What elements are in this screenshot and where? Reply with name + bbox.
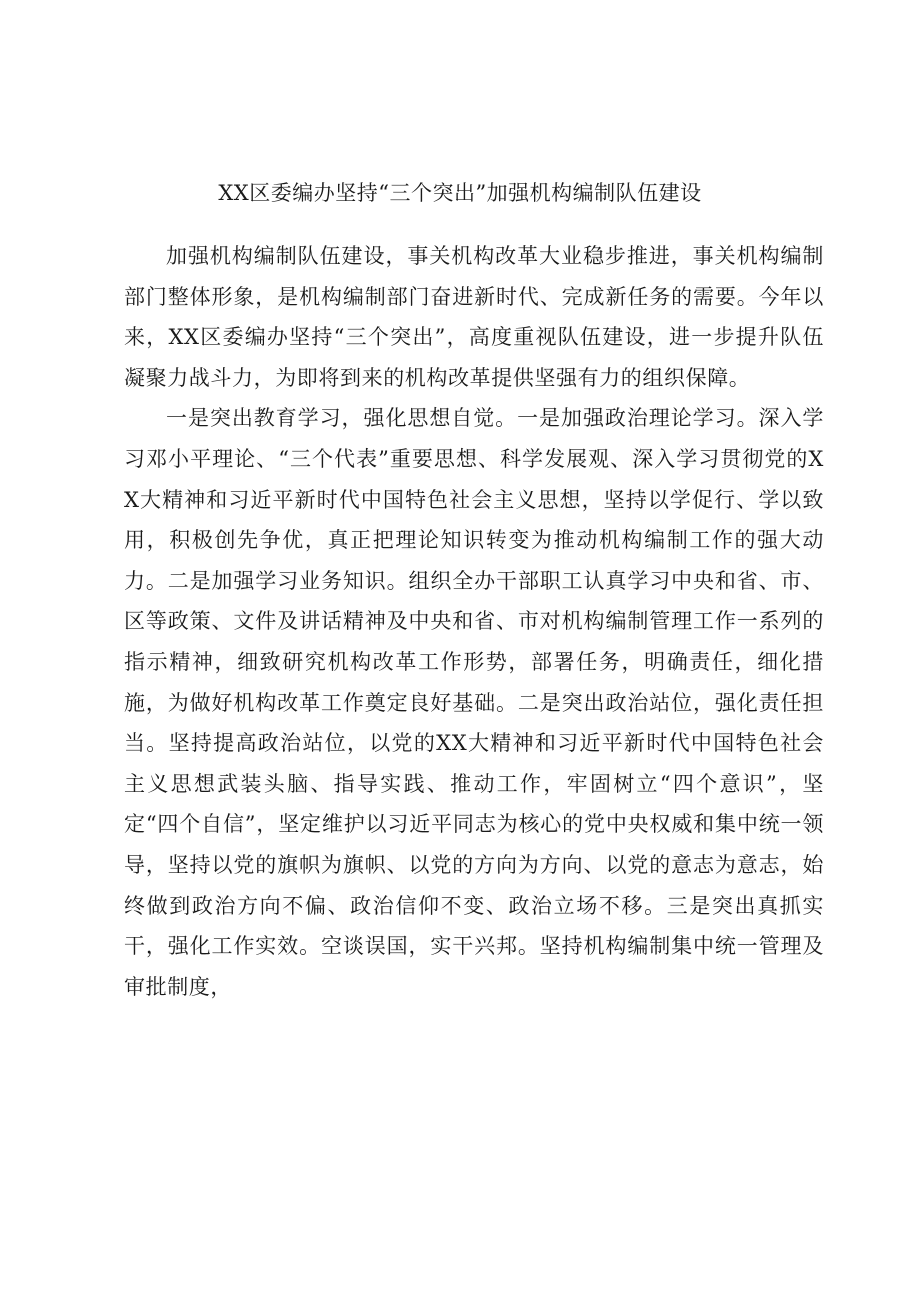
document-title: XX区委编办坚持“三个突出”加强机构编制队伍建设 — [218, 181, 702, 205]
paragraph-three-highlights: 一是突出教育学习，强化思想自觉。一是加强政治理论学习。深入学习邓小平理论、“三个代表”重要思想、科学发展观、深入学习贯彻党的XX大精神和习近平新时代中国特色社会主义思想，坚持以学促行、学以致用，积极创先争优，真正把理论知识转变为推动机构编制工作的强大动力。二是加强学习业务知识。组织全办干部职工认真学习中央和省、市、区等政策、文件及讲话精神及中央和省、市对机构编制管理工作一系列的指示精神，细致研究机构改革工作形势，部署任务，明确责任，细化措施，为做好机构改革工作奠定良好基础。二是突出政治站位，强化责任担当。坚持提高政治站位，以党的XX大精神和习近平新时代中国特色社会主义思想武装头脑、指导实践、推动工作，牢固树立“四个意识”，坚定“四个自信”，坚定维护以习近平同志为核心的党中央权威和集中统一领导，坚持以党的旗帜为旗帜、以党的方向为方向、以党的意志为意志，始终做到政治方向不偏、政治信仰不变、政治立场不移。三是突出真抓实干，强化工作实效。空谈误国，实干兴邦。坚持机构编制集中统一管理及审批制度， — [124, 406, 824, 999]
paragraph-intro: 加强机构编制队伍建设，事关机构改革大业稳步推进，事关机构编制部门整体形象，是机构编制部门奋进新时代、完成新任务的需要。今年以来，XX区委编办坚持“三个突出”，高度重视队伍建设，进一步提升队伍凝聚力战斗力，为即将到来的机构改革提供坚强有力的组织保障。 — [124, 244, 824, 390]
document-body — [124, 236, 824, 1007]
